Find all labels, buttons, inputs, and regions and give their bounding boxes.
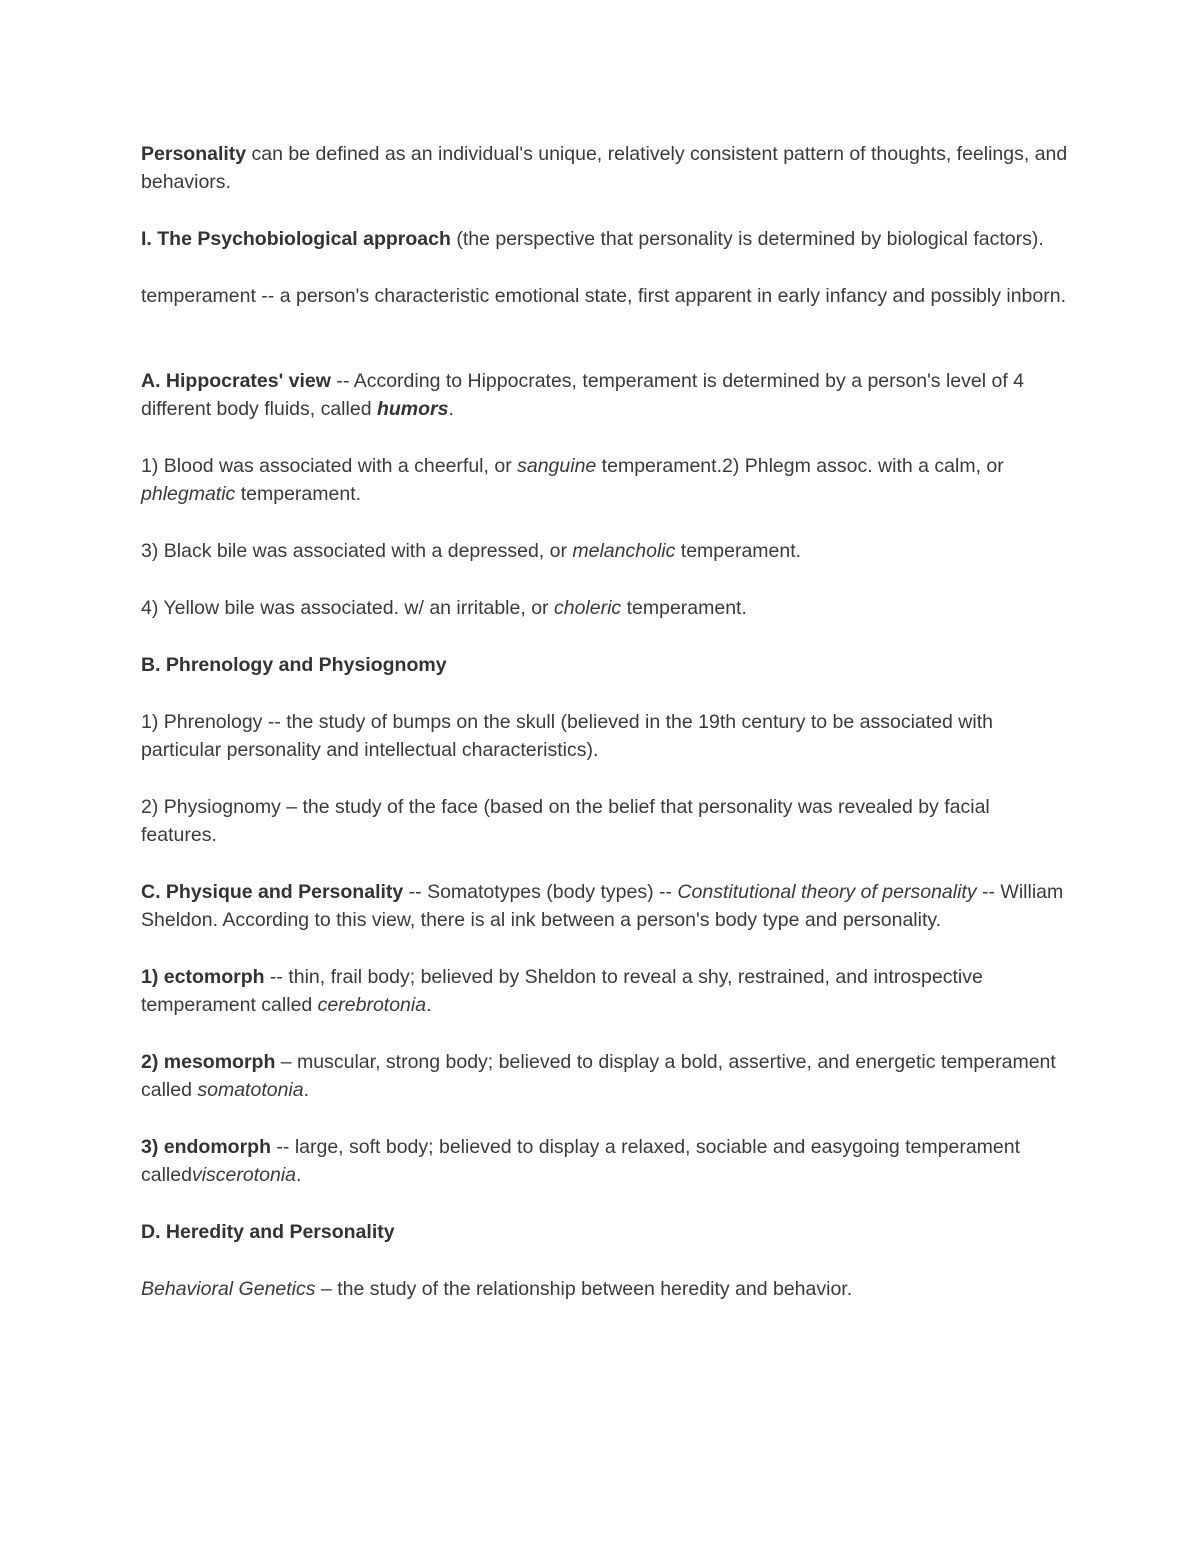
term-humors: humors [376,398,449,420]
heading-phrenology-physiognomy: B. Phrenology and Physiognomy [141,654,447,676]
heading-physique-personality: C. Physique and Personality -- Somatotypes (body types) -- Constitutional theory of personality -- William Sheldon. According to this view, there is al ink between a person's body type and personality. [141,881,1064,931]
list-item-yellow-bile: 4) Yellow bile was associated. w/ an irritable, or choleric temperament. [141,597,747,619]
term-personality: Personality [141,143,247,165]
list-item-physiognomy: 2) Physiognomy – the study of the face (based on the belief that personality was revealed by facial features. [141,796,990,846]
list-item-blood-phlegm: 1) Blood was associated with a cheerful, or sanguine temperament.2) Phlegm assoc. with a calm, or phlegmatic temperament. [141,455,1004,505]
paragraph-behavioral-genetics: Behavioral Genetics – the study of the relationship between heredity and behavior. [141,1278,853,1300]
paragraph-temperament: temperament -- a person's characteristic emotional state, first apparent in early infancy and possibly inborn. [141,285,1067,307]
list-item-black-bile: 3) Black bile was associated with a depressed, or melancholic temperament. [141,540,802,562]
heading-psychobiological-approach: I. The Psychobiological approach (the perspective that personality is determined by biological factors). [141,228,1044,250]
list-item-mesomorph: 2) mesomorph – muscular, strong body; believed to display a bold, assertive, and energetic temperament called somatotonia. [141,1051,1056,1101]
list-item-ectomorph: 1) ectomorph -- thin, frail body; believed by Sheldon to reveal a shy, restrained, and introspective temperament called cerebrotonia. [141,966,983,1016]
document-body [141,140,1071,1303]
heading-hippocrates-view: A. Hippocrates' view -- According to Hippocrates, temperament is determined by a person's level of 4 different body fluids, called humors. [141,370,1025,420]
list-item-phrenology: 1) Phrenology -- the study of bumps on the skull (believed in the 19th century to be associated with particular personality and intellectual characteristics). [141,711,993,761]
heading-heredity-personality: D. Heredity and Personality [141,1221,395,1243]
paragraph-personality-definition: Personality can be defined as an individual's unique, relatively consistent pattern of thoughts, feelings, and behaviors. [141,143,1068,193]
list-item-endomorph: 3) endomorph -- large, soft body; believed to display a relaxed, sociable and easygoing temperament calledviscerotonia. [141,1136,1021,1186]
